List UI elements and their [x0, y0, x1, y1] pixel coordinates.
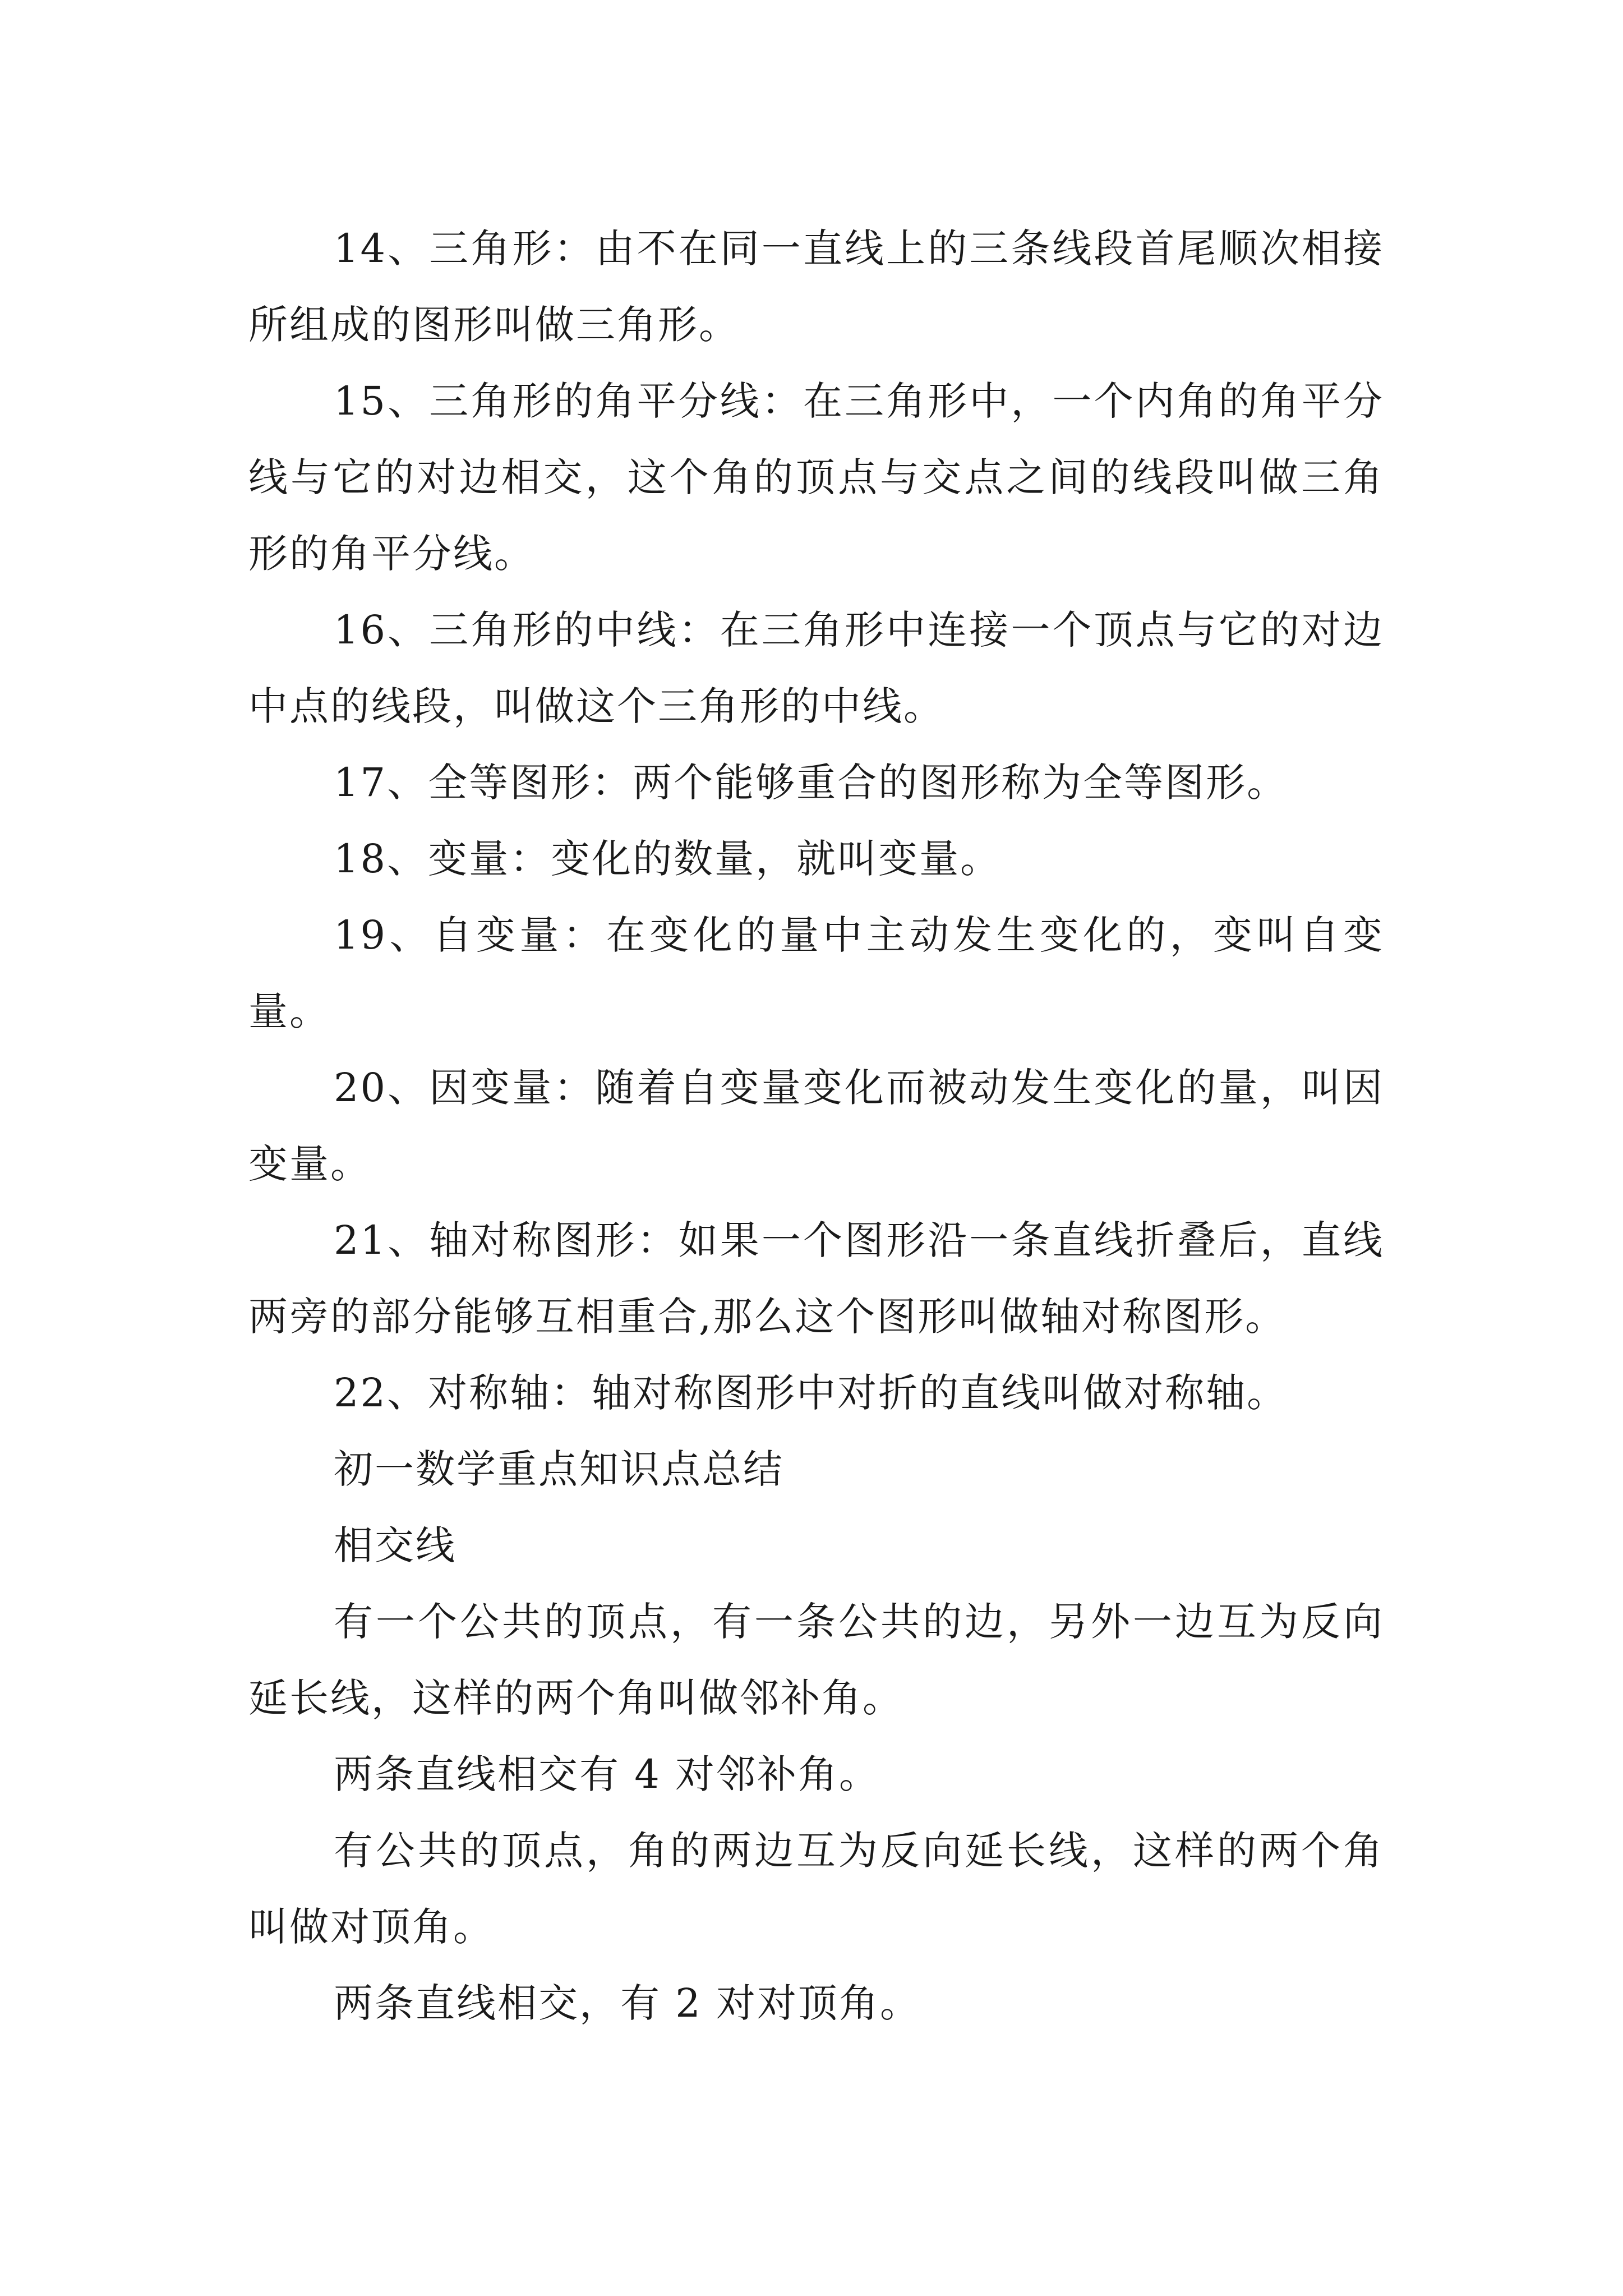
paragraph-adjacent-angle-count: 两条直线相交有 4 对邻补角。: [334, 1751, 880, 1797]
paragraph-triangle-definition: 14、三角形：由不在同一直线上的三条线段首尾顺次相接所组成的图形叫做三角形。: [248, 226, 1384, 348]
paragraph-congruent-figures: 17、全等图形：两个能够重合的图形称为全等图形。: [334, 760, 1288, 806]
paragraph-symmetry-axis: 22、对称轴：轴对称图形中对折的直线叫做对称轴。: [334, 1370, 1288, 1416]
paragraph-adjacent-supplementary-angles: 有一个公共的顶点，有一条公共的边，另外一边互为反向延长线，这样的两个角叫做邻补角。: [248, 1599, 1384, 1721]
paragraph-angle-bisector: 15、三角形的角平分线：在三角形中，一个内角的角平分线与它的对边相交，这个角的顶点与交点之间的线段叫做三角形的角平分线。: [248, 378, 1384, 577]
paragraph-dependent-variable: 20、因变量：随着自变量变化而被动发生变化的量，叫因变量。: [248, 1065, 1384, 1187]
paragraph-variable: 18、变量：变化的数量，就叫变量。: [334, 836, 1002, 882]
section-heading-summary: 初一数学重点知识点总结: [334, 1446, 784, 1492]
paragraph-vertical-angle-count: 两条直线相交，有 2 对对顶角。: [334, 1980, 921, 2026]
paragraph-independent-variable: 19、自变量：在变化的量中主动发生变化的，变叫自变量。: [248, 912, 1384, 1034]
document-body: [248, 210, 1384, 2041]
paragraph-vertical-angles: 有公共的顶点，角的两边互为反向延长线，这样的两个角叫做对顶角。: [248, 1828, 1384, 1950]
paragraph-median: 16、三角形的中线：在三角形中连接一个顶点与它的对边中点的线段，叫做这个三角形的中线。: [248, 607, 1384, 729]
paragraph-axisymmetric-figure: 21、轴对称图形：如果一个图形沿一条直线折叠后，直线两旁的部分能够互相重合,那么这个图形叫做轴对称图形。: [248, 1217, 1384, 1340]
section-heading-intersecting-lines: 相交线: [334, 1522, 457, 1568]
